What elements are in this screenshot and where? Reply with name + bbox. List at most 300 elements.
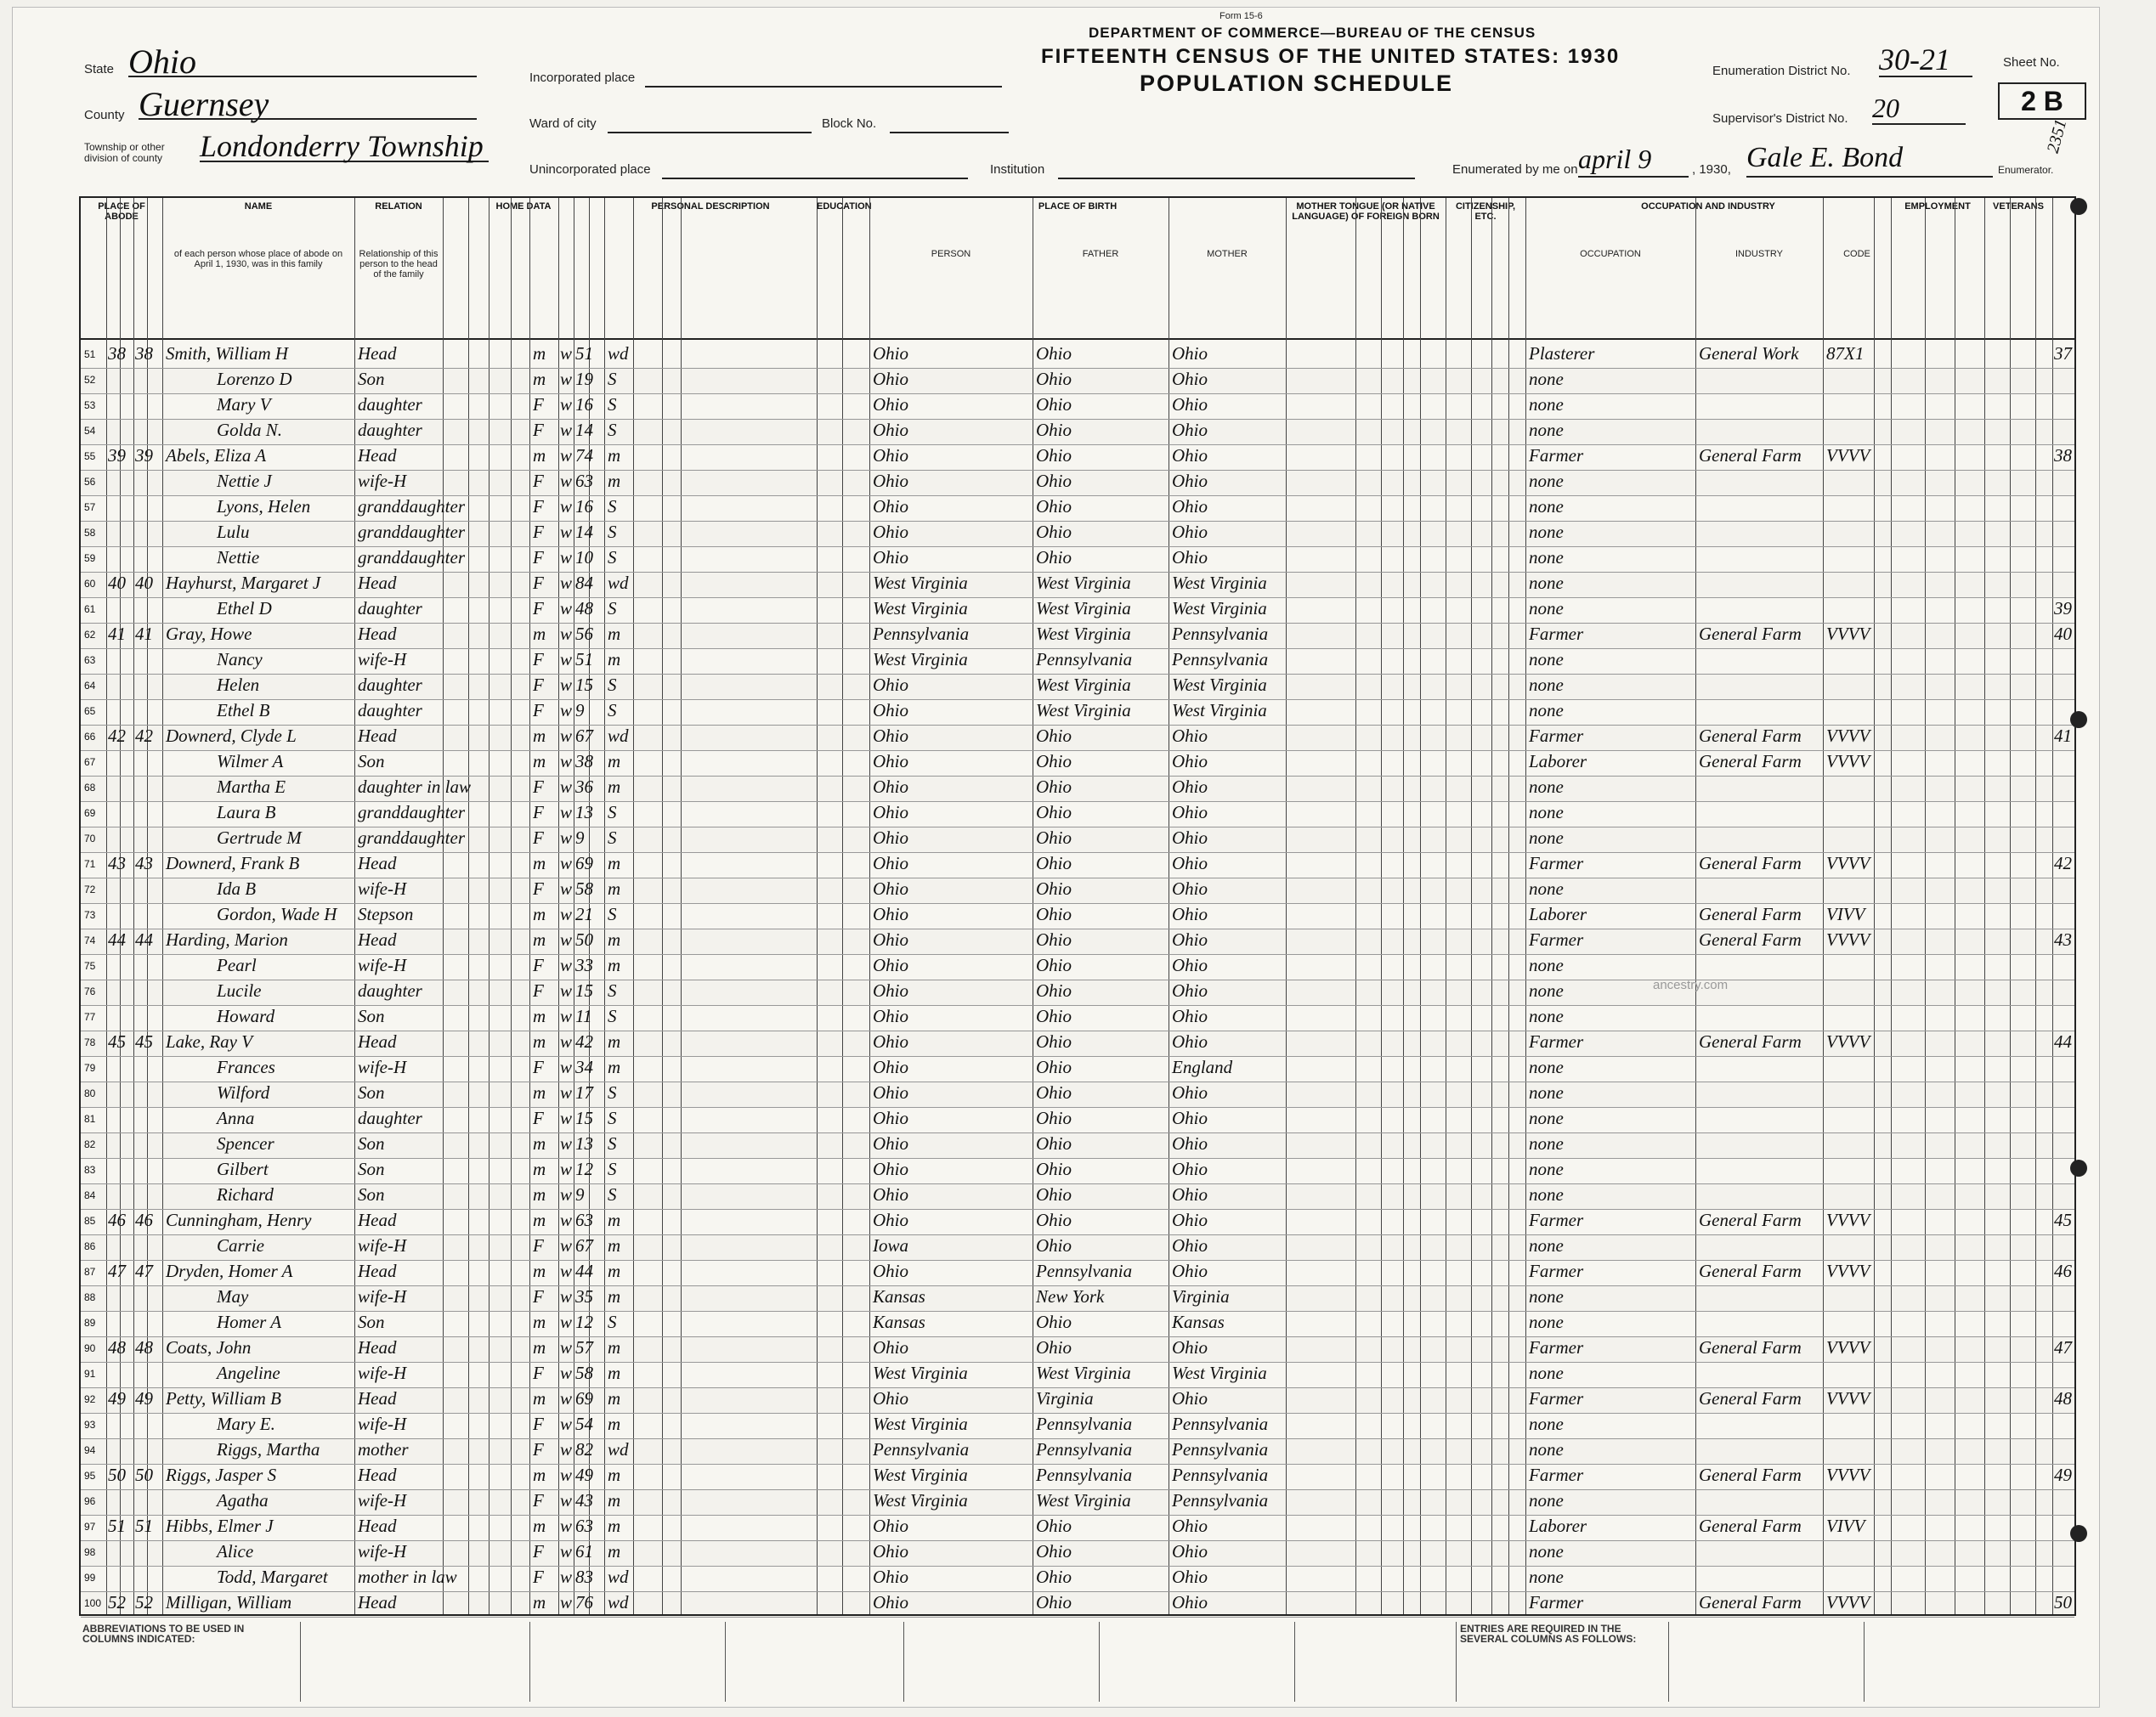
age: 84 [575,573,593,593]
age: 58 [575,878,593,899]
ed-label: Enumeration District No. [1712,64,1851,78]
table-row [81,827,2074,853]
person-name: Ethel D [217,598,272,618]
race: w [560,751,573,771]
person-name: Nancy [217,649,263,669]
race: w [560,1465,573,1485]
sex: m [533,1133,546,1154]
occupation: none [1529,1082,1564,1103]
father-birthplace: Ohio [1036,955,1072,975]
birthplace: Ohio [873,445,908,466]
farm-schedule-number: 41 [2054,726,2072,746]
relation: wife-H [358,649,407,669]
race: w [560,700,573,720]
mother-birthplace: Ohio [1172,726,1208,746]
race: w [560,878,573,899]
mother-birthplace: Ohio [1172,929,1208,950]
marital-status: S [608,394,617,415]
occupation: Laborer [1529,904,1587,924]
birthplace: Ohio [873,1006,908,1026]
table-row [81,980,2074,1006]
relation: wife-H [358,955,407,975]
mother-birthplace: Ohio [1172,496,1208,517]
person-name: Petty, William B [166,1388,281,1409]
age: 50 [575,929,593,950]
mother-birthplace: Ohio [1172,1337,1208,1358]
line-number: 54 [84,425,96,437]
person-name: Spencer [217,1133,274,1154]
occupation: Farmer [1529,726,1584,746]
person-name: Smith, William H [166,343,289,364]
father-birthplace: Ohio [1036,1159,1072,1179]
table-row [81,521,2074,547]
birthplace: Ohio [873,1516,908,1536]
mother-birthplace: Ohio [1172,522,1208,542]
person-name: Wilford [217,1082,270,1103]
father-birthplace: Virginia [1036,1388,1094,1409]
father-birthplace: Pennsylvania [1036,1261,1133,1281]
line-number: 90 [84,1342,96,1354]
occupation: Farmer [1529,445,1584,466]
father-birthplace: Pennsylvania [1036,1439,1133,1460]
township-value: Londonderry Township [200,128,489,162]
mother-birthplace: Ohio [1172,420,1208,440]
race: w [560,726,573,746]
industry: General Farm [1699,751,1802,771]
occupation: none [1529,1184,1564,1205]
age: 49 [575,1465,593,1485]
sex: F [533,827,544,848]
mother-birthplace: Ohio [1172,1388,1208,1409]
age: 11 [575,1006,592,1026]
birthplace: Ohio [873,1057,908,1077]
marital-status: wd [608,573,629,593]
sex: m [533,1184,546,1205]
age: 69 [575,853,593,873]
occupation: none [1529,1235,1564,1256]
mother-birthplace: West Virginia [1172,573,1267,593]
farm-schedule-number: 42 [2054,853,2072,873]
marital-status: wd [608,343,629,364]
binder-hole-3 [2070,1160,2087,1177]
relation: Son [358,1184,385,1205]
race: w [560,1541,573,1562]
dwelling-number: 51 [108,1516,126,1536]
table-row [81,444,2074,471]
birthplace: Ohio [873,1031,908,1052]
department-title: DEPARTMENT OF COMMERCE—BUREAU OF THE CENSUS [1089,25,1536,41]
abbrev-title: ABBREVIATIONS TO BE USED IN COLUMNS INDICATED: [82,1623,245,1645]
footer-box-5 [1099,1622,1293,1702]
mother-birthplace: Pennsylvania [1172,649,1269,669]
age: 67 [575,726,593,746]
birthplace: West Virginia [873,573,968,593]
sex: F [533,878,544,899]
line-number: 93 [84,1419,96,1431]
mother-birthplace: Pennsylvania [1172,1414,1269,1434]
race: w [560,522,573,542]
race: w [560,675,573,695]
column-group-header: PERSONAL DESCRIPTION [651,201,770,212]
line-number: 96 [84,1495,96,1507]
dwelling-number: 50 [108,1465,126,1485]
industry: General Farm [1699,929,1802,950]
birthplace: West Virginia [873,649,968,669]
farm-schedule-number: 39 [2054,598,2072,618]
table-row [81,1413,2074,1439]
dwelling-number: 42 [108,726,126,746]
father-birthplace: West Virginia [1036,1363,1131,1383]
table-row [81,470,2074,496]
age: 42 [575,1031,593,1052]
table-row [81,1362,2074,1388]
person-name: Gray, Howe [166,624,252,644]
race: w [560,1235,573,1256]
table-row [81,1234,2074,1261]
age: 44 [575,1261,593,1281]
column-header: INDUSTRY [1734,249,1784,259]
relation: Son [358,1006,385,1026]
sex: F [533,777,544,797]
race: w [560,1312,573,1332]
sex: m [533,1159,546,1179]
dwelling-number: 49 [108,1388,126,1409]
mother-birthplace: Ohio [1172,853,1208,873]
relation: daughter in law [358,777,472,797]
sex: F [533,1439,544,1460]
relation: Son [358,751,385,771]
relation: daughter [358,394,422,415]
occupation: none [1529,878,1564,899]
mother-birthplace: West Virginia [1172,675,1267,695]
farm-schedule-number: 50 [2054,1592,2072,1613]
birthplace: Ohio [873,1567,908,1587]
birthplace: Ohio [873,522,908,542]
race: w [560,1261,573,1281]
industry: General Farm [1699,1592,1802,1613]
race: w [560,955,573,975]
marital-status: m [608,1057,621,1077]
person-name: Coats, John [166,1337,252,1358]
race: w [560,1337,573,1358]
line-number: 78 [84,1036,96,1048]
mother-birthplace: Virginia [1172,1286,1230,1307]
race: w [560,1567,573,1587]
line-number: 87 [84,1266,96,1278]
birthplace: Ohio [873,980,908,1001]
father-birthplace: Ohio [1036,547,1072,568]
father-birthplace: West Virginia [1036,675,1131,695]
person-name: Golda N. [217,420,283,440]
age: 43 [575,1490,593,1511]
table-row [81,1158,2074,1184]
age: 9 [575,827,585,848]
age: 33 [575,955,593,975]
relation: daughter [358,420,422,440]
sex: m [533,1261,546,1281]
line-number: 97 [84,1521,96,1533]
marital-status: m [608,624,621,644]
column-header: FATHER [1082,249,1119,259]
birthplace: Ohio [873,547,908,568]
relation: Head [358,1261,397,1281]
race: w [560,420,573,440]
sex: m [533,1592,546,1613]
line-number: 86 [84,1240,96,1252]
column-header: PERSON [931,249,971,259]
birthplace: Ohio [873,675,908,695]
marital-status: S [608,1184,617,1205]
footer-box-4 [903,1622,1098,1702]
father-birthplace: Ohio [1036,1541,1072,1562]
occupation: Farmer [1529,1261,1584,1281]
dwelling-number: 52 [108,1592,126,1613]
relation: wife-H [358,1286,407,1307]
age: 69 [575,1388,593,1409]
table-row [81,750,2074,777]
table-row [81,1260,2074,1286]
marital-status: m [608,1261,621,1281]
race: w [560,904,573,924]
line-number: 70 [84,833,96,844]
race: w [560,649,573,669]
father-birthplace: Ohio [1036,1337,1072,1358]
column-group-header: VETERANS [1993,201,2044,212]
sex: m [533,1516,546,1536]
year-suffix: , 1930, [1692,162,1731,177]
unincorporated-label: Unincorporated place [529,162,651,177]
person-name: Alice [217,1541,254,1562]
column-group-header: CITIZENSHIP, ETC. [1455,201,1516,222]
occupation: Farmer [1529,929,1584,950]
person-name: Frances [217,1057,275,1077]
birthplace: Ohio [873,1388,908,1409]
incorporated-line [645,71,1002,88]
sex: m [533,751,546,771]
mother-birthplace: Ohio [1172,1235,1208,1256]
occupation: none [1529,700,1564,720]
industry: General Farm [1699,1388,1802,1409]
father-birthplace: Ohio [1036,1567,1072,1587]
sex: m [533,1006,546,1026]
person-name: Wilmer A [217,751,284,771]
line-number: 99 [84,1572,96,1584]
race: w [560,853,573,873]
marital-status: S [608,369,617,389]
mother-birthplace: Ohio [1172,547,1208,568]
sex: F [533,980,544,1001]
sex: F [533,1108,544,1128]
marital-status: m [608,929,621,950]
column-group-header: RELATION [375,201,422,212]
sex: F [533,496,544,517]
person-name: Abels, Eliza A [166,445,267,466]
race: w [560,1388,573,1409]
birthplace: Ohio [873,853,908,873]
entries-note: ENTRIES ARE REQUIRED IN THE SEVERAL COLUMNS AS FOLLOWS: [1456,1622,1667,1702]
mother-birthplace: Ohio [1172,904,1208,924]
table-row [81,903,2074,929]
sex: m [533,624,546,644]
table-row [81,1438,2074,1465]
marital-status: S [608,1159,617,1179]
birthplace: Ohio [873,496,908,517]
marital-status: m [608,1210,621,1230]
line-number: 57 [84,501,96,513]
person-name: Carrie [217,1235,265,1256]
sex: m [533,343,546,364]
marital-status: m [608,1031,621,1052]
farm-schedule-number: 47 [2054,1337,2072,1358]
line-number: 65 [84,705,96,717]
occupation: none [1529,598,1564,618]
sex: F [533,471,544,491]
relation: Head [358,1388,397,1409]
sex: F [533,598,544,618]
table-row [81,342,2074,369]
occupation: none [1529,827,1564,848]
table-row [81,1132,2074,1159]
marital-status: m [608,1516,621,1536]
birthplace: Ohio [873,802,908,822]
line-number: 56 [84,476,96,488]
line-number: 85 [84,1215,96,1227]
marital-status: wd [608,1439,629,1460]
occupation-code: VVVV [1826,1337,1870,1358]
age: 16 [575,394,593,415]
birthplace: Ohio [873,777,908,797]
marital-status: S [608,420,617,440]
line-number: 94 [84,1444,96,1456]
column-group-header: OCCUPATION AND INDUSTRY [1641,201,1775,212]
occupation-code: VIVV [1826,904,1865,924]
person-name: Harding, Marion [166,929,288,950]
relation: Head [358,1337,397,1358]
sex: m [533,1031,546,1052]
relation: wife-H [358,1363,407,1383]
census-title: FIFTEENTH CENSUS OF THE UNITED STATES: 1930 [1041,45,1621,68]
occupation: Laborer [1529,751,1587,771]
birthplace: Ohio [873,1337,908,1358]
father-birthplace: Ohio [1036,1006,1072,1026]
father-birthplace: Ohio [1036,496,1072,517]
marital-status: S [608,1108,617,1128]
line-number: 60 [84,578,96,590]
occupation: none [1529,649,1564,669]
ward-line [608,116,812,133]
race: w [560,929,573,950]
person-name: May [217,1286,249,1307]
occupation: Laborer [1529,1516,1587,1536]
father-birthplace: Ohio [1036,802,1072,822]
farm-schedule-number: 38 [2054,445,2072,466]
father-birthplace: Ohio [1036,1133,1072,1154]
occupation-code: VVVV [1826,726,1870,746]
birthplace: Ohio [873,420,908,440]
table-row [81,1056,2074,1082]
person-name: Milligan, William [166,1592,292,1613]
dwelling-number: 41 [108,624,126,644]
mother-birthplace: England [1172,1057,1233,1077]
marital-status: m [608,1414,621,1434]
age: 35 [575,1286,593,1307]
sex: F [533,1235,544,1256]
sex: m [533,904,546,924]
sex: F [533,649,544,669]
sex: F [533,955,544,975]
farm-schedule-number: 48 [2054,1388,2072,1409]
birthplace: Ohio [873,1261,908,1281]
relation: Head [358,343,397,364]
relation: Son [358,369,385,389]
birthplace: West Virginia [873,1363,968,1383]
race: w [560,1082,573,1103]
birthplace: Ohio [873,751,908,771]
marital-status: m [608,471,621,491]
age: 56 [575,624,593,644]
person-name: Nettie J [217,471,272,491]
ward-label: Ward of city [529,116,597,131]
occupation-code: VIVV [1826,1516,1865,1536]
farm-schedule-number: 44 [2054,1031,2072,1052]
father-birthplace: Ohio [1036,522,1072,542]
occupation: none [1529,1057,1564,1077]
person-name: Gordon, Wade H [217,904,337,924]
age: 83 [575,1567,593,1587]
industry: General Farm [1699,1337,1802,1358]
county-label: County [84,108,125,122]
person-name: Helen [217,675,260,695]
marital-status: m [608,751,621,771]
enumerator-label: Enumerator. [1998,164,2054,176]
father-birthplace: Ohio [1036,827,1072,848]
relation: Head [358,1592,397,1613]
line-number: 69 [84,807,96,819]
relation: granddaughter [358,827,465,848]
father-birthplace: Pennsylvania [1036,1414,1133,1434]
family-number: 42 [135,726,153,746]
footer-box-6 [1294,1622,1455,1702]
marital-status: S [608,827,617,848]
mother-birthplace: Ohio [1172,471,1208,491]
race: w [560,573,573,593]
relation: wife-H [358,1057,407,1077]
relation: granddaughter [358,522,465,542]
line-number: 55 [84,450,96,462]
sex: F [533,522,544,542]
marital-status: S [608,802,617,822]
father-birthplace: Ohio [1036,853,1072,873]
father-birthplace: Ohio [1036,777,1072,797]
line-number: 72 [84,884,96,895]
table-row [81,699,2074,726]
sex: m [533,929,546,950]
mother-birthplace: Ohio [1172,1108,1208,1128]
table-row [81,725,2074,751]
birthplace: Ohio [873,471,908,491]
person-name: Martha E [217,777,286,797]
mother-birthplace: West Virginia [1172,1363,1267,1383]
dwelling-number: 38 [108,343,126,364]
sex: F [533,1414,544,1434]
occupation: none [1529,1108,1564,1128]
mother-birthplace: Ohio [1172,1516,1208,1536]
table-row [81,572,2074,598]
person-name: Downerd, Clyde L [166,726,297,746]
mother-birthplace: Ohio [1172,878,1208,899]
table-row [81,648,2074,675]
marital-status: S [608,496,617,517]
